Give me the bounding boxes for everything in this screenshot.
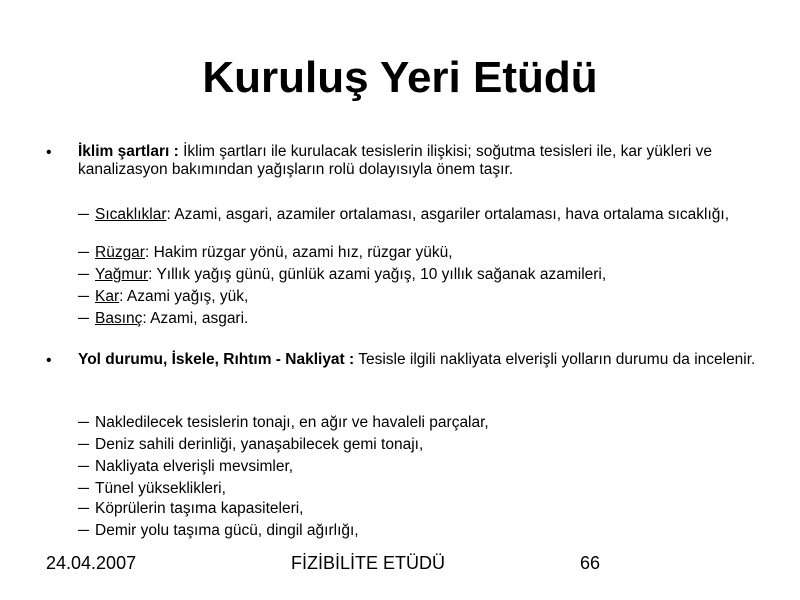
sub-item-yagmur [78, 266, 768, 284]
section1-text: İklim şartları ile kurulacak tesislerin ilişkisi; soğutma tesisleri ile, kar yükleri ve kanalizasyon bakımından yağışların rolü dolayısıyla önem taşır. [78, 143, 712, 178]
sub-item-label: Kar [95, 288, 120, 305]
dash-marker: ─ [78, 206, 89, 223]
sub-item-text: : Azami, asgari. [142, 310, 249, 327]
sub-item-text: Tünel yükseklikleri, [95, 480, 226, 497]
bullet-marker-2: • [46, 352, 52, 369]
footer-title: FİZİBİLİTE ETÜDÜ [290, 553, 445, 573]
sub-item-text: : Hakim rüzgar yönü, azami hız, rüzgar yükü, [144, 244, 453, 261]
sub-item-kar [78, 288, 768, 306]
sub-item-text: Deniz sahili derinliği, yanaşabilecek gemi tonajı, [95, 436, 424, 453]
dash-marker: ─ [78, 522, 89, 539]
sub-item-deniz [78, 436, 768, 454]
sub-item-text: : Azami, asgari, azamiler ortalaması, asgariler ortalaması, hava ortalama sıcaklığı, [166, 206, 730, 223]
sub-item-tunel [78, 480, 768, 498]
sub-item-tonaj [78, 414, 768, 432]
page-number: 66 [580, 553, 601, 573]
dash-marker: ─ [78, 458, 89, 475]
dash-marker: ─ [78, 500, 89, 517]
dash-marker: ─ [78, 244, 89, 261]
dash-marker: ─ [78, 288, 89, 305]
section2-text: Tesisle ilgili nakliyata elverişli yolların durumu da incelenir. [354, 351, 756, 368]
bullet-marker-1: • [46, 144, 52, 161]
sub-item-label: Yağmur [95, 266, 149, 283]
section1-paragraph [78, 143, 768, 179]
dash-marker: ─ [78, 414, 89, 431]
sub-item-text: Demir yolu taşıma gücü, dingil ağırlığı, [95, 522, 359, 539]
sub-item-basinc [78, 310, 768, 328]
sub-item-text: : Azami yağış, yük, [119, 288, 249, 305]
dash-marker: ─ [78, 480, 89, 497]
slide-title: Kuruluş Yeri Etüdü [202, 53, 598, 102]
sub-item-kopru [78, 500, 768, 518]
dash-marker: ─ [78, 266, 89, 283]
sub-item-label: Basınç [95, 310, 143, 327]
footer-date: 24.04.2007 [46, 553, 137, 573]
sub-item-label: Sıcaklıklar [95, 206, 167, 223]
sub-item-sicakliklar [78, 206, 768, 224]
sub-item-mevsim [78, 458, 768, 476]
sub-item-demiryolu [78, 522, 768, 540]
sub-item-text: : Yıllık yağış günü, günlük azami yağış, 10 yıllık sağanak azamileri, [148, 266, 607, 283]
sub-item-text: Nakledilecek tesislerin tonajı, en ağır ve havaleli parçalar, [95, 414, 489, 431]
section2-paragraph [78, 351, 768, 369]
section1-heading: İklim şartları : [78, 143, 179, 160]
dash-marker: ─ [78, 436, 89, 453]
sub-item-label: Rüzgar [95, 244, 145, 261]
dash-marker: ─ [78, 310, 89, 327]
sub-item-text: Nakliyata elverişli mevsimler, [95, 458, 294, 475]
section2-heading: Yol durumu, İskele, Rıhtım - Nakliyat : [78, 351, 355, 368]
sub-item-text: Köprülerin taşıma kapasiteleri, [95, 500, 304, 517]
sub-item-ruzgar [78, 244, 768, 262]
